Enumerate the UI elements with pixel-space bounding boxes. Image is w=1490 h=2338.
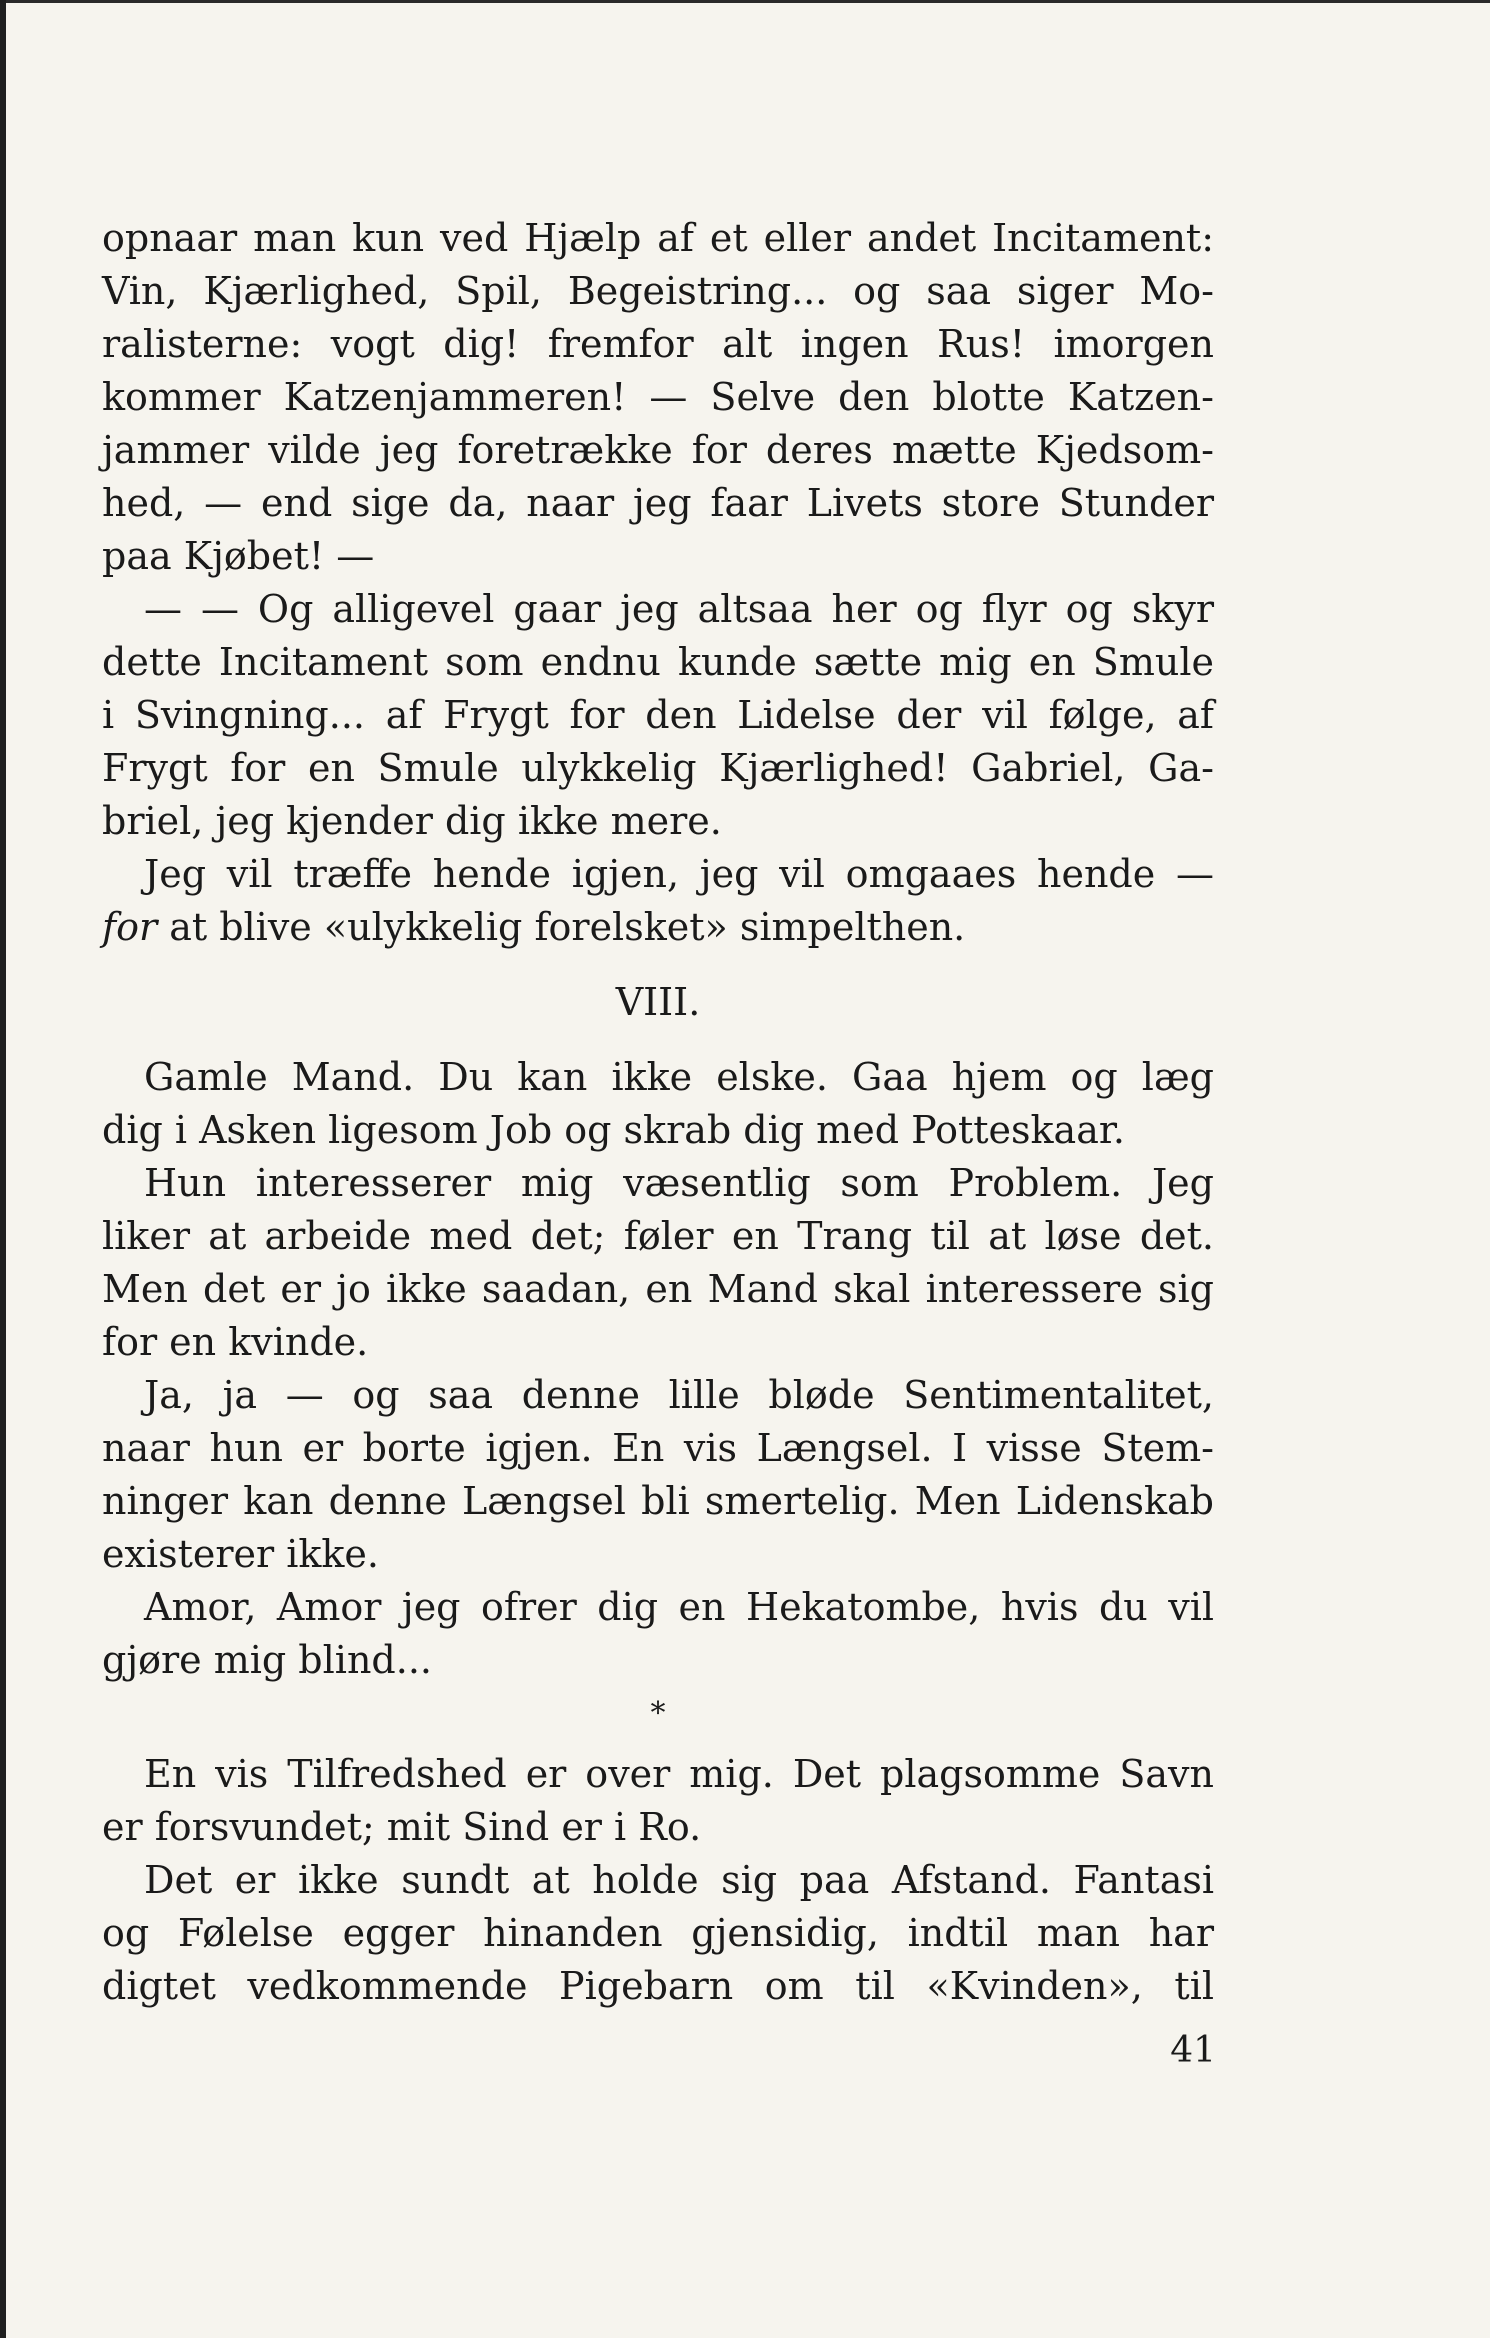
text-line: Jeg vil træffe hende igjen, jeg vil omgaaes hende —	[144, 852, 1214, 896]
text-line: liker at arbeide med det; føler en Trang til at løse det.	[102, 1214, 1214, 1258]
text-line: er forsvundet; mit Sind er i Ro.	[102, 1805, 702, 1849]
paragraph-7	[102, 1581, 1214, 1687]
italic-word: for	[102, 905, 158, 949]
section-separator: *	[650, 1696, 666, 1731]
text-line: Vin, Kjærlighed, Spil, Begeistring... og saa siger Mo-	[102, 269, 1214, 313]
paragraph-8	[102, 1748, 1214, 1854]
text-line: paa Kjøbet! —	[102, 534, 375, 578]
text-line: ninger kan denne Længsel bli smertelig. Men Lidenskab	[102, 1479, 1214, 1523]
text-line	[102, 901, 1214, 954]
text-line: Hun interesserer mig væsentlig som Problem. Jeg	[144, 1161, 1214, 1205]
text-line: Amor, Amor jeg ofrer dig en Hekatombe, hvis du vil	[144, 1585, 1214, 1629]
text-line: kommer Katzenjammeren! — Selve den blotte Katzen-	[102, 375, 1214, 419]
text-line: i Svingning... af Frygt for den Lidelse der vil følge, af	[102, 693, 1214, 737]
paragraph-4	[102, 1051, 1214, 1157]
text-line: existerer ikke.	[102, 1532, 380, 1576]
section-heading: VIII.	[615, 980, 701, 1024]
text-line: — — Og alligevel gaar jeg altsaa her og flyr og skyr	[144, 587, 1214, 631]
page-text	[102, 212, 1214, 2013]
text-line: briel, jeg kjender dig ikke mere.	[102, 799, 722, 843]
paragraph-2	[102, 583, 1214, 848]
page-number: 41	[1170, 2030, 1216, 2071]
text-line: ralisterne: vogt dig! fremfor alt ingen Rus! imorgen	[102, 322, 1214, 366]
text-line: og Følelse egger hinanden gjensidig, indtil man har	[102, 1911, 1214, 1955]
text-line: Frygt for en Smule ulykkelig Kjærlighed! Gabriel, Ga-	[102, 746, 1214, 790]
text-line: Gamle Mand. Du kan ikke elske. Gaa hjem og læg	[144, 1055, 1214, 1099]
paragraph-6	[102, 1369, 1214, 1581]
text-line: opnaar man kun ved Hjælp af et eller andet Incitament:	[102, 216, 1214, 260]
text-line: Ja, ja — og saa denne lille bløde Sentimentalitet,	[144, 1373, 1214, 1417]
page-top-edge	[6, 0, 1490, 3]
paragraph-5	[102, 1157, 1214, 1369]
text-line: gjøre mig blind...	[102, 1638, 432, 1682]
text-line: En vis Tilfredshed er over mig. Det plagsomme Savn	[144, 1752, 1214, 1796]
text-line: dig i Asken ligesom Job og skrab dig med Potteskaar.	[102, 1108, 1125, 1152]
text-line: for en kvinde.	[102, 1320, 369, 1364]
text-line: Men det er jo ikke saadan, en Mand skal interessere sig	[102, 1267, 1214, 1311]
text-line: jammer vilde jeg foretrække for deres mætte Kjedsom-	[102, 428, 1214, 472]
paragraph-3	[102, 848, 1214, 954]
text-line: naar hun er borte igjen. En vis Længsel. I visse Stem-	[102, 1426, 1214, 1470]
paragraph-9	[102, 1854, 1214, 2013]
paragraph-1	[102, 212, 1214, 583]
text-line: digtet vedkommende Pigebarn om til «Kvinden», til	[102, 1964, 1214, 2008]
text-line: hed, — end sige da, naar jeg faar Livets store Stunder	[102, 481, 1214, 525]
text-segment: at blive «ulykkelig forelsket» simpelthen.	[157, 905, 966, 949]
text-line: Det er ikke sundt at holde sig paa Afstand. Fantasi	[144, 1858, 1214, 1902]
text-line: dette Incitament som endnu kunde sætte mig en Smule	[102, 640, 1214, 684]
